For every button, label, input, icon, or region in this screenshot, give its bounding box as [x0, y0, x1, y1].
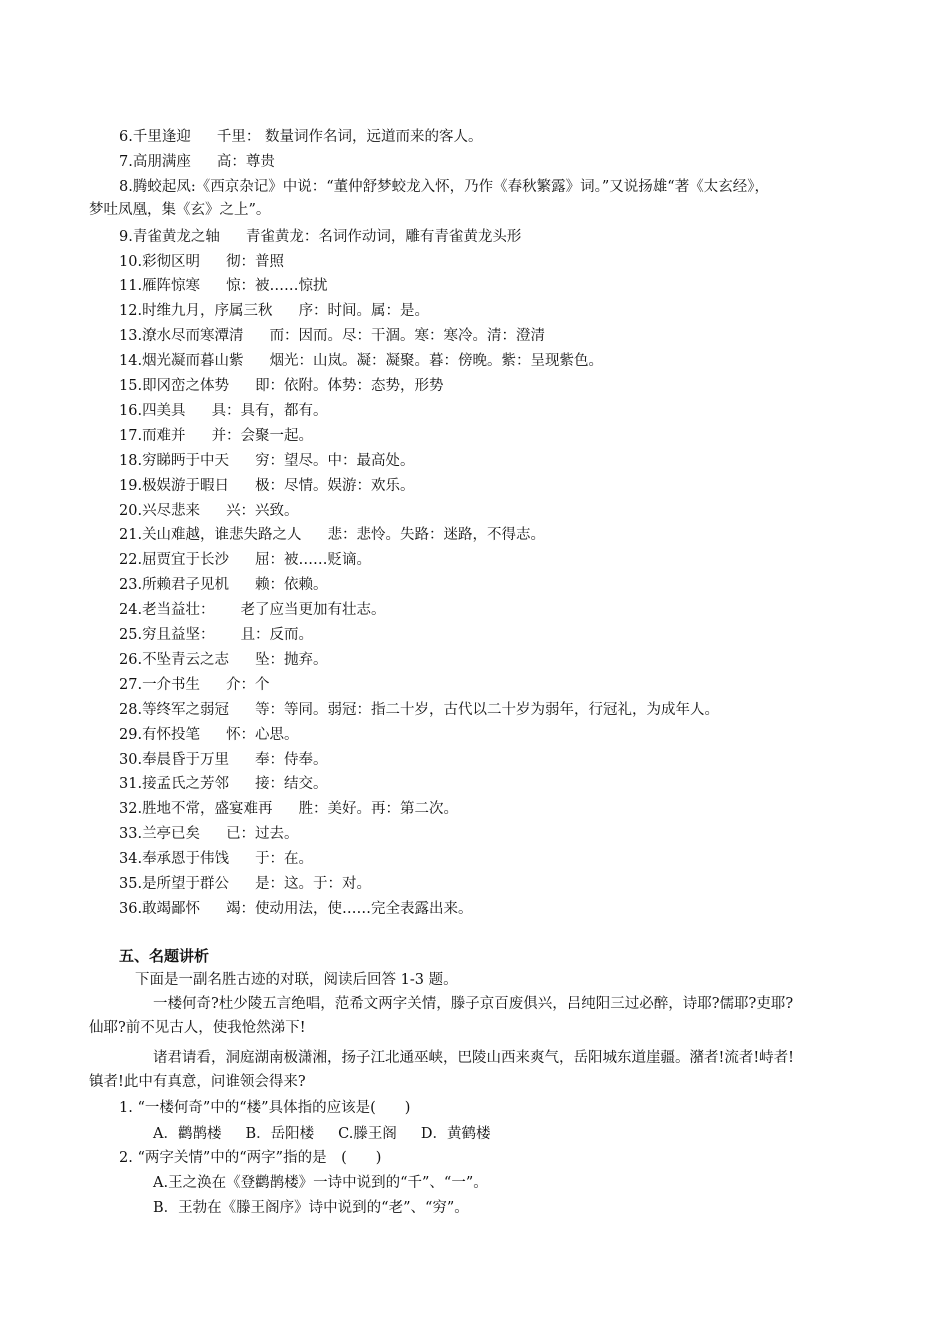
question-1-option-d: D．黄鹤楼	[420, 1126, 491, 1142]
vocab-item	[119, 600, 386, 620]
vocab-phrase: 潦水尽而寒潭清	[142, 328, 244, 345]
vocab-gloss: 悲：悲怜。失路：迷路，不得志。	[327, 527, 546, 544]
vocab-phrase: 所赖君子见机	[142, 577, 230, 594]
vocab-number: 25.	[119, 627, 143, 643]
vocab-number: 19.	[119, 477, 143, 494]
vocab-gloss: 具：具有，都有。	[211, 402, 328, 419]
vocab-gloss: 序：时间。属：是。	[298, 303, 430, 320]
vocab-phrase: 奉晨昏于万里	[142, 751, 230, 768]
vocab-phrase: 而难并	[142, 427, 186, 444]
vocab-item	[119, 501, 299, 521]
vocab-phrase: 烟光凝而暮山紫	[142, 353, 244, 370]
vocab-gloss: 胜：美好。再：第二次。	[298, 801, 459, 818]
vocab-phrase: 奉承恩于伟饯	[142, 851, 230, 868]
vocab-item	[119, 476, 415, 496]
vocab-number: 27.	[119, 676, 143, 693]
couplet-first-line: 一楼何奇?杜少陵五言绝唱，范希文两字关情，滕子京百废俱兴，吕纯阳三过必醉，诗耶?儒耶?吏耶?	[153, 996, 794, 1012]
vocab-gloss: 于：在。	[255, 851, 314, 868]
vocab-phrase: 即冈峦之体势	[142, 378, 230, 394]
vocab-number: 36.	[119, 900, 143, 917]
vocab-gloss: 怀：心思。	[226, 726, 299, 743]
question-1-options	[153, 1124, 514, 1144]
vocab-phrase: 兰亭已矣	[142, 826, 201, 843]
vocab-number: 29.	[119, 726, 143, 743]
vocab-number: 31.	[119, 776, 143, 793]
vocab-number: 15.	[119, 378, 143, 394]
vocab-phrase: 接孟氏之芳邻	[142, 776, 230, 793]
vocab-item	[119, 650, 328, 670]
vocab-phrase: 雁阵惊寒	[142, 278, 201, 295]
question-1: 1. “一楼何奇”中的“楼”具体指的应该是( )	[119, 1100, 411, 1116]
vocab-phrase: 四美具	[142, 402, 186, 419]
vocab-gloss: 接：结交。	[255, 776, 328, 793]
vocab-number: 18.	[119, 452, 143, 469]
vocab-item	[119, 750, 328, 770]
vocab-number: 16.	[119, 402, 143, 419]
vocab-phrase: 老当益壮：	[142, 602, 215, 619]
vocab-gloss: 老了应当更加有壮志。	[240, 602, 386, 619]
vocab-item	[119, 276, 328, 296]
vocab-number: 9.	[119, 228, 133, 245]
vocab-item	[119, 177, 769, 197]
section-heading: 五、名题讲析	[119, 947, 210, 965]
vocab-gloss: 即：依附。体势：态势，形势	[255, 378, 444, 394]
vocab-phrase: 兴尽悲来	[142, 502, 201, 519]
vocab-number: 6.	[119, 129, 133, 145]
vocab-item	[119, 849, 313, 869]
vocab-item	[119, 625, 313, 645]
vocab-phrase: 等终军之弱冠	[142, 701, 230, 718]
vocab-phrase: 胜地不常，盛宴难再	[142, 801, 273, 818]
vocab-gloss: 烟光：山岚。凝：凝聚。暮：傍晚。紫：呈现紫色。	[269, 353, 604, 370]
vocab-gloss: 极：尽情。娱游：欢乐。	[255, 477, 415, 494]
vocab-gloss: 惊：被……惊扰	[226, 278, 328, 295]
vocab-gloss: 兴：兴致。	[226, 502, 299, 519]
vocab-item	[119, 351, 603, 371]
vocab-phrase: 有怀投笔	[142, 726, 201, 743]
vocab-number: 21.	[119, 527, 143, 544]
vocab-phrase: 高朋满座	[132, 153, 191, 170]
vocab-phrase: 腾蛟起凤:	[132, 178, 196, 195]
vocab-item	[119, 575, 328, 595]
vocab-number: 10.	[119, 253, 143, 270]
vocab-phrase: 关山难越，谁悲失路之人	[142, 527, 302, 544]
vocab-gloss: 屈：被……贬谪。	[255, 552, 372, 569]
vocab-gloss: 《西京杂记》中说：“董仲舒梦蛟龙入怀，乃作《春秋繁露》词。”又说扬雄“著《太玄经》，	[195, 178, 769, 195]
vocab-phrase: 不坠青云之志	[142, 651, 230, 668]
vocab-item	[119, 525, 545, 545]
vocab-gloss: 等：等同。弱冠：指二十岁，古代以二十岁为弱年，行冠礼，为成年人。	[255, 701, 720, 718]
vocab-phrase: 时维九月，序属三秋	[142, 303, 273, 320]
vocab-gloss: 介：个	[226, 676, 270, 693]
couplet-second-line-cont: 镇者!此中有真意，问谁领会得来?	[89, 1074, 306, 1090]
vocab-number: 28.	[119, 701, 143, 718]
vocab-phrase: 彩彻区明	[142, 253, 201, 270]
vocab-number: 14.	[119, 353, 143, 370]
question-1-option-b: B．岳阳楼	[245, 1126, 315, 1142]
vocab-number: 23.	[119, 577, 143, 594]
vocab-number: 11.	[119, 278, 143, 295]
vocab-item	[119, 799, 458, 819]
vocab-item	[119, 152, 275, 172]
vocab-gloss: 已：过去。	[226, 826, 299, 843]
vocab-phrase: 千里逢迎	[132, 129, 191, 145]
vocab-gloss: 千里： 数量词作名词，远道而来的客人。	[216, 129, 483, 145]
vocab-number: 22.	[119, 552, 143, 569]
vocab-gloss-continuation: 梦吐凤凰，集《玄》之上”。	[89, 201, 271, 218]
couplet-second-line: 诸君请看，洞庭湖南极潇湘，扬子江北通巫峡，巴陵山西来爽气，岳阳城东道崖疆。潴者!流者!峙者!	[153, 1050, 794, 1066]
vocab-gloss: 穷：望尽。中：最高处。	[255, 452, 415, 469]
vocab-number: 32.	[119, 801, 143, 818]
vocab-phrase: 穷且益坚：	[142, 627, 215, 643]
vocab-phrase: 极娱游于暇日	[142, 477, 230, 494]
vocab-item	[119, 899, 473, 919]
vocab-item	[119, 252, 284, 272]
vocab-gloss: 奉：侍奉。	[255, 751, 328, 768]
vocab-item	[119, 401, 328, 421]
question-1-option-a: A．鹳鹊楼	[153, 1126, 222, 1142]
vocab-number: 17.	[119, 427, 143, 444]
vocab-gloss: 青雀黄龙：名词作动词，雕有青雀黄龙头形	[245, 228, 522, 245]
question-1-option-c: C.滕王阁	[338, 1126, 397, 1142]
vocab-phrase: 一介书生	[142, 676, 201, 693]
vocab-gloss: 是：这。于：对。	[255, 876, 372, 892]
vocab-phrase: 青雀黄龙之轴	[132, 228, 220, 245]
vocab-item	[119, 326, 545, 346]
vocab-item	[119, 426, 313, 446]
vocab-gloss: 且：反而。	[240, 627, 314, 643]
vocab-gloss: 竭：使动用法，使……完全表露出来。	[226, 900, 473, 917]
vocab-number: 26.	[119, 651, 143, 668]
question-2-option-a: A.王之涣在《登鹳鹊楼》一诗中说到的“千”、“一”。	[153, 1175, 488, 1191]
vocab-item	[119, 874, 371, 894]
vocab-gloss: 高：尊贵	[216, 153, 275, 170]
section-intro: 下面是一副名胜古迹的对联，阅读后回答 1-3 题。	[135, 972, 458, 988]
vocab-number: 34.	[119, 851, 143, 868]
vocab-phrase: 是所望于群公	[142, 876, 230, 892]
vocab-number: 35.	[119, 876, 143, 892]
vocab-phrase: 敢竭鄙怀	[142, 900, 201, 917]
vocab-item	[119, 675, 270, 695]
vocab-gloss: 坠：抛弃。	[255, 651, 328, 668]
vocab-gloss: 并：会聚一起。	[211, 427, 314, 444]
couplet-first-line-cont: 仙耶?前不见古人，使我怆然涕下!	[89, 1020, 306, 1036]
vocab-phrase: 屈贾宜于长沙	[142, 552, 230, 569]
vocab-item	[119, 451, 415, 471]
vocab-number: 20.	[119, 502, 143, 519]
vocab-number: 24.	[119, 602, 143, 619]
vocab-item	[119, 127, 482, 147]
vocab-item	[119, 376, 444, 396]
vocab-number: 12.	[119, 303, 143, 320]
vocab-number: 8.	[119, 178, 133, 195]
vocab-item	[119, 301, 429, 321]
vocab-number: 7.	[119, 153, 133, 170]
vocab-number: 33.	[119, 826, 143, 843]
vocab-item	[119, 725, 299, 745]
vocab-gloss: 赖：依赖。	[255, 577, 328, 594]
vocab-item	[119, 227, 521, 247]
vocab-item	[119, 700, 719, 720]
vocab-number: 30.	[119, 751, 143, 768]
vocab-gloss: 而：因而。尽：干涸。寒：寒冷。清：澄清	[269, 328, 546, 345]
vocab-item	[119, 550, 371, 570]
vocab-gloss: 彻：普照	[226, 253, 285, 270]
vocab-item	[119, 824, 299, 844]
question-2-option-b: B．王勃在《滕王阁序》诗中说到的“老”、“穷”。	[153, 1200, 469, 1216]
question-2: 2. “两字关情”中的“两字”指的是 ( )	[119, 1150, 382, 1166]
vocab-phrase: 穷睇眄于中天	[142, 452, 230, 469]
vocab-number: 13.	[119, 328, 143, 345]
vocab-item	[119, 774, 328, 794]
